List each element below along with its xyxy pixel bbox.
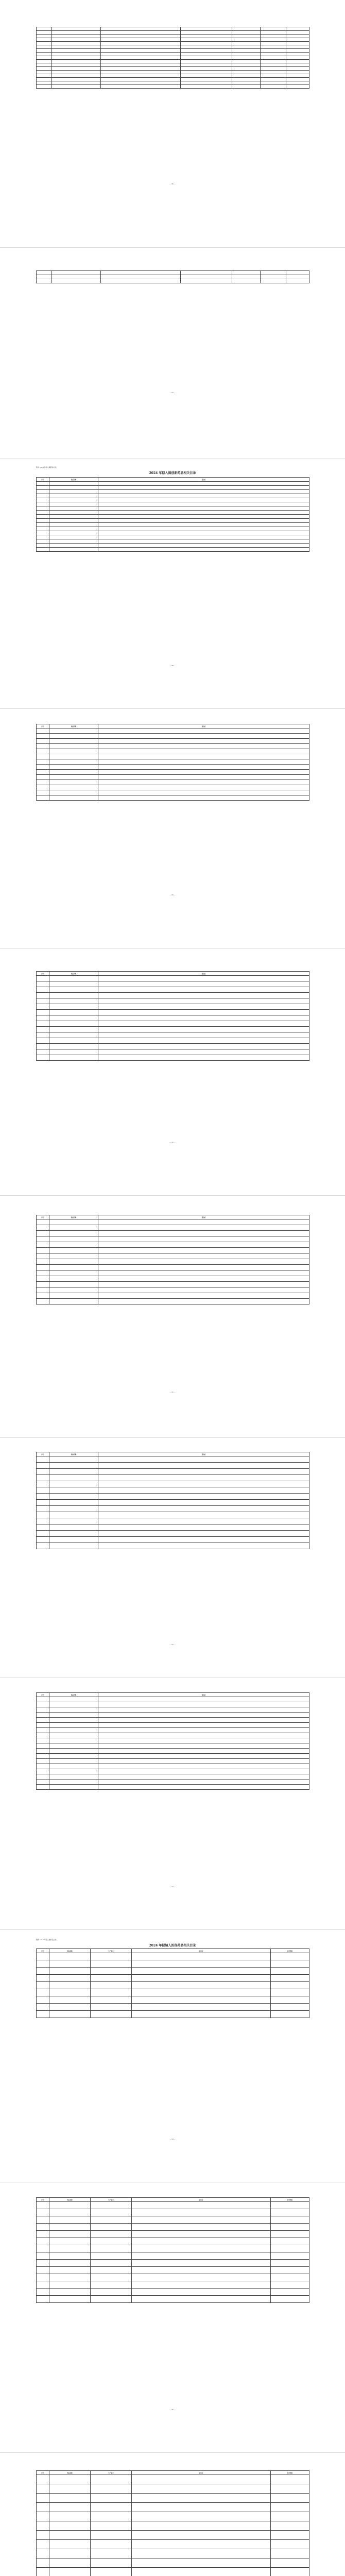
table-row bbox=[37, 1287, 309, 1293]
table-row bbox=[37, 1713, 309, 1718]
table-row bbox=[37, 2004, 309, 2011]
table-row bbox=[37, 1968, 309, 1975]
table-row bbox=[37, 1733, 309, 1738]
table-row bbox=[37, 1293, 309, 1299]
header-cell: 药品名称 bbox=[49, 1452, 98, 1456]
header-cell: 药品名称 bbox=[49, 972, 98, 976]
table-row bbox=[37, 2281, 309, 2289]
header-cell: 药品名称 bbox=[49, 1215, 98, 1219]
table-row bbox=[37, 1982, 309, 1989]
table-row bbox=[37, 739, 309, 744]
table-row bbox=[37, 27, 309, 31]
table-row bbox=[37, 2238, 309, 2245]
drug-table-8 bbox=[36, 1692, 309, 1790]
table-row bbox=[37, 1754, 309, 1759]
table-row bbox=[37, 2540, 309, 2549]
table-row bbox=[37, 987, 309, 993]
table-row bbox=[37, 271, 309, 275]
table-row bbox=[37, 1225, 309, 1231]
table-row bbox=[37, 770, 309, 775]
table-row bbox=[37, 2224, 309, 2231]
header-cell: 生产企业 bbox=[91, 2198, 132, 2202]
drug-table-2 bbox=[36, 270, 309, 283]
drug-table-4 bbox=[36, 724, 309, 801]
header-cell: 适应症 bbox=[98, 1693, 309, 1697]
page-number: — 95 — bbox=[169, 2409, 176, 2411]
table-row bbox=[37, 1524, 309, 1531]
table-header-row bbox=[37, 724, 309, 728]
table-row bbox=[37, 728, 309, 734]
table-row bbox=[37, 81, 309, 85]
table-row bbox=[37, 1759, 309, 1764]
table-row bbox=[37, 1487, 309, 1494]
drug-table-6 bbox=[36, 1215, 309, 1304]
table-row bbox=[37, 1021, 309, 1027]
table-row bbox=[37, 1718, 309, 1723]
page-number: — 91 — bbox=[169, 1391, 176, 1393]
table-row bbox=[37, 2202, 309, 2209]
table-row bbox=[37, 1027, 309, 1032]
table-row bbox=[37, 1044, 309, 1049]
header-cell: 序号 bbox=[37, 2471, 49, 2475]
section-title: 2024 年拟入围创新药品相关目录 bbox=[149, 471, 196, 475]
table-row bbox=[37, 1500, 309, 1506]
table-row bbox=[37, 548, 309, 552]
table-row bbox=[37, 2296, 309, 2303]
table-row bbox=[37, 1785, 309, 1790]
header-cell: 参考价格 bbox=[271, 2198, 309, 2202]
section-heading: 附件 1-2-6 年拟入围药品目录 bbox=[36, 1939, 57, 1941]
table-row bbox=[37, 1543, 309, 1549]
table-row bbox=[37, 1531, 309, 1537]
table-row bbox=[37, 1282, 309, 1287]
table-row bbox=[37, 1015, 309, 1021]
header-cell: 适应症 bbox=[98, 478, 309, 482]
table-row bbox=[37, 998, 309, 1004]
table-row bbox=[37, 531, 309, 535]
table-row bbox=[37, 2245, 309, 2252]
header-cell: 序号 bbox=[37, 1949, 49, 1953]
table-row bbox=[37, 511, 309, 515]
page-number: — 89 — bbox=[169, 894, 176, 896]
table-header-row bbox=[37, 478, 309, 482]
header-cell: 序号 bbox=[37, 2198, 49, 2202]
table-row bbox=[37, 734, 309, 739]
table-row bbox=[37, 1010, 309, 1015]
header-cell: 适应症 bbox=[132, 2198, 271, 2202]
table-row bbox=[37, 1728, 309, 1733]
table-row bbox=[37, 2568, 309, 2576]
table-row bbox=[37, 519, 309, 523]
header-cell: 药品名称 bbox=[49, 724, 98, 728]
table-row bbox=[37, 744, 309, 749]
table-row bbox=[37, 53, 309, 56]
header-cell: 生产企业 bbox=[91, 2471, 132, 2475]
table-row bbox=[37, 486, 309, 490]
table-row bbox=[37, 993, 309, 998]
table-header-row bbox=[37, 1215, 309, 1219]
header-cell: 序号 bbox=[37, 1693, 49, 1697]
table-header-row bbox=[37, 2198, 309, 2202]
drug-table-7 bbox=[36, 1452, 309, 1549]
table-row bbox=[37, 2494, 309, 2503]
table-row bbox=[37, 2521, 309, 2531]
table-row bbox=[37, 749, 309, 754]
table-row bbox=[37, 2484, 309, 2494]
page-number: — 86 — bbox=[169, 183, 176, 185]
header-cell: 序号 bbox=[37, 1452, 49, 1456]
table-row bbox=[37, 1738, 309, 1743]
header-cell: 序号 bbox=[37, 478, 49, 482]
header-cell: 适应症 bbox=[98, 1452, 309, 1456]
header-cell: 适应症 bbox=[98, 972, 309, 976]
table-row bbox=[37, 1276, 309, 1282]
drug-table-9 bbox=[36, 1948, 309, 2018]
table-row bbox=[37, 1723, 309, 1728]
page-separator bbox=[0, 1929, 345, 1930]
header-cell: 药品名称 bbox=[49, 2198, 91, 2202]
table-row bbox=[37, 2475, 309, 2484]
drug-table-10 bbox=[36, 2197, 309, 2303]
header-cell: 序号 bbox=[37, 724, 49, 728]
table-row bbox=[37, 2267, 309, 2274]
page-separator bbox=[0, 247, 345, 248]
header-cell: 适应症 bbox=[98, 724, 309, 728]
table-row bbox=[37, 2512, 309, 2521]
table-row bbox=[37, 2252, 309, 2260]
table-row bbox=[37, 759, 309, 765]
drug-table-5 bbox=[36, 971, 309, 1061]
header-cell: 适应症 bbox=[132, 1949, 271, 1953]
table-row bbox=[37, 1038, 309, 1044]
table-row bbox=[37, 60, 309, 63]
table-row bbox=[37, 1494, 309, 1500]
header-cell: 药品名称 bbox=[49, 2471, 91, 2475]
table-row bbox=[37, 1512, 309, 1518]
table-row bbox=[37, 482, 309, 486]
header-cell: 参考价格 bbox=[271, 1949, 309, 1953]
header-cell: 药品名称 bbox=[49, 1693, 98, 1697]
table-row bbox=[37, 1231, 309, 1236]
table-row bbox=[37, 502, 309, 506]
table-row bbox=[37, 765, 309, 770]
page-separator bbox=[0, 708, 345, 709]
table-row bbox=[37, 1537, 309, 1543]
table-row bbox=[37, 2558, 309, 2568]
table-row bbox=[37, 1469, 309, 1475]
table-row bbox=[37, 795, 309, 801]
table-row bbox=[37, 2549, 309, 2558]
table-row bbox=[37, 2274, 309, 2281]
page-separator bbox=[0, 1195, 345, 1196]
table-row bbox=[37, 71, 309, 74]
table-row bbox=[37, 1960, 309, 1968]
table-row bbox=[37, 1248, 309, 1253]
table-row bbox=[37, 45, 309, 49]
table-row bbox=[37, 31, 309, 35]
page-separator bbox=[0, 2452, 345, 2453]
table-row bbox=[37, 49, 309, 53]
table-header-row bbox=[37, 1452, 309, 1456]
table-row bbox=[37, 1769, 309, 1774]
table-row bbox=[37, 1265, 309, 1270]
table-row bbox=[37, 42, 309, 45]
table-row bbox=[37, 35, 309, 38]
table-row bbox=[37, 2289, 309, 2296]
table-row bbox=[37, 2503, 309, 2512]
table-row bbox=[37, 1975, 309, 1982]
table-row bbox=[37, 2209, 309, 2216]
drug-table-3 bbox=[36, 477, 309, 552]
table-row bbox=[37, 1270, 309, 1276]
table-row bbox=[37, 780, 309, 785]
table-row bbox=[37, 1475, 309, 1481]
table-row bbox=[37, 1506, 309, 1512]
table-row bbox=[37, 539, 309, 544]
table-row bbox=[37, 544, 309, 548]
page-number: — 94 — bbox=[169, 2138, 176, 2140]
header-cell: 药品名称 bbox=[49, 1949, 91, 1953]
table-row bbox=[37, 2011, 309, 2018]
page-number: — 93 — bbox=[169, 1886, 176, 1888]
table-row bbox=[37, 490, 309, 494]
table-row bbox=[37, 74, 309, 78]
table-row bbox=[37, 2216, 309, 2224]
table-row bbox=[37, 1219, 309, 1225]
table-row bbox=[37, 1518, 309, 1524]
drug-table-11 bbox=[36, 2470, 309, 2576]
page-number: — 87 — bbox=[169, 392, 176, 394]
table-row bbox=[37, 1749, 309, 1754]
table-row bbox=[37, 2260, 309, 2267]
table-header-row bbox=[37, 2471, 309, 2475]
table-row bbox=[37, 1032, 309, 1038]
header-cell: 适应症 bbox=[132, 2471, 271, 2475]
page-separator bbox=[0, 1437, 345, 1438]
header-cell: 参考价格 bbox=[271, 2471, 309, 2475]
table-row bbox=[37, 2231, 309, 2238]
table-row bbox=[37, 1055, 309, 1061]
table-row bbox=[37, 67, 309, 71]
section-title: 2024 年拟纳入医保药品相关目录 bbox=[149, 1944, 196, 1947]
header-cell: 序号 bbox=[37, 1215, 49, 1219]
table-row bbox=[37, 775, 309, 780]
page-number: — 88 — bbox=[169, 665, 176, 667]
table-row bbox=[37, 1707, 309, 1713]
table-row bbox=[37, 1780, 309, 1785]
table-row bbox=[37, 38, 309, 42]
header-cell: 药品名称 bbox=[49, 478, 98, 482]
table-row bbox=[37, 1996, 309, 2004]
table-row bbox=[37, 1242, 309, 1248]
table-row bbox=[37, 1236, 309, 1242]
section-heading: 附件 1-2-6 年拟入围药品目录 bbox=[36, 466, 57, 468]
table-row bbox=[37, 535, 309, 539]
table-row bbox=[37, 1697, 309, 1702]
table-row bbox=[37, 1049, 309, 1055]
table-row bbox=[37, 275, 309, 279]
table-row bbox=[37, 1481, 309, 1487]
table-row bbox=[37, 1953, 309, 1960]
table-row bbox=[37, 1743, 309, 1749]
table-row bbox=[37, 1299, 309, 1304]
table-row bbox=[37, 494, 309, 498]
table-row bbox=[37, 2531, 309, 2540]
table-row bbox=[37, 498, 309, 502]
table-row bbox=[37, 523, 309, 527]
table-row bbox=[37, 976, 309, 981]
header-cell: 适应症 bbox=[98, 1215, 309, 1219]
table-row bbox=[37, 1774, 309, 1780]
table-header-row bbox=[37, 972, 309, 976]
table-row bbox=[37, 63, 309, 67]
page-number: — 92 — bbox=[169, 1643, 176, 1646]
table-row bbox=[37, 754, 309, 759]
table-row bbox=[37, 1764, 309, 1769]
table-row bbox=[37, 56, 309, 60]
table-row bbox=[37, 790, 309, 795]
table-row bbox=[37, 1253, 309, 1259]
table-row bbox=[37, 981, 309, 987]
table-row bbox=[37, 785, 309, 790]
drug-table-1 bbox=[36, 27, 309, 89]
table-row bbox=[37, 527, 309, 531]
table-row bbox=[37, 1004, 309, 1010]
header-cell: 序号 bbox=[37, 972, 49, 976]
table-header-row bbox=[37, 1693, 309, 1697]
table-row bbox=[37, 1989, 309, 1996]
table-row bbox=[37, 279, 309, 283]
table-row bbox=[37, 1456, 309, 1463]
table-row bbox=[37, 1702, 309, 1707]
table-row bbox=[37, 1259, 309, 1265]
table-row bbox=[37, 78, 309, 81]
table-header-row bbox=[37, 1949, 309, 1953]
table-row bbox=[37, 506, 309, 511]
page-number: — 90 — bbox=[169, 1141, 176, 1143]
table-row bbox=[37, 1463, 309, 1469]
header-cell: 生产企业 bbox=[91, 1949, 132, 1953]
table-row bbox=[37, 85, 309, 89]
table-row bbox=[37, 515, 309, 519]
